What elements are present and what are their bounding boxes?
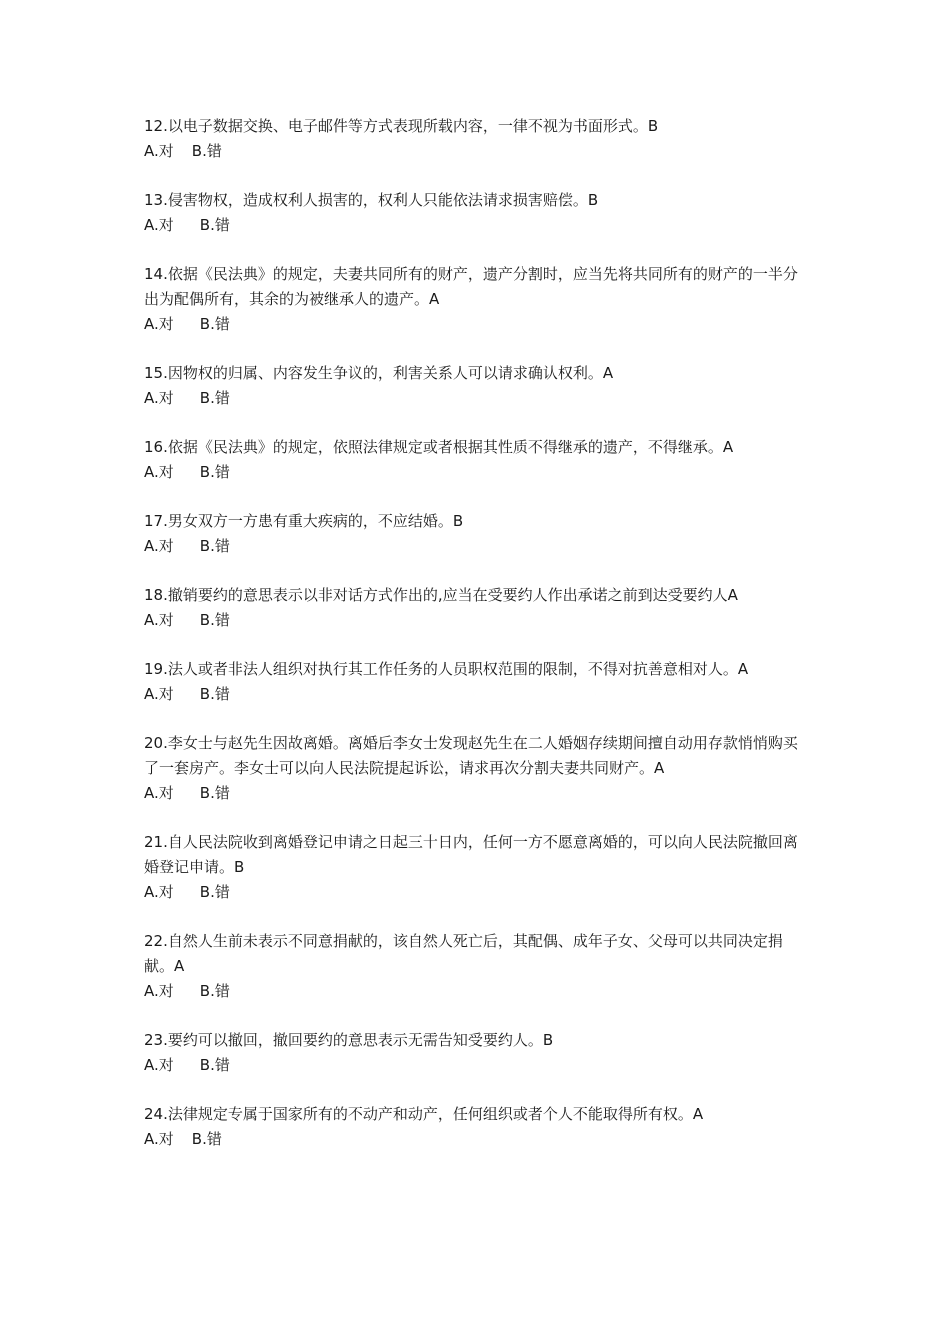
question-text: 15.因物权的归属、内容发生争议的，利害关系人可以请求确认权利。A [144,364,614,382]
question-19 [144,657,810,707]
question-16 [144,435,810,485]
option-b: B.错 [199,611,230,629]
question-24 [144,1102,810,1152]
option-a: A.对 [144,216,174,234]
question-text: 19.法人或者非法人组织对执行其工作任务的人员职权范围的限制，不得对抗善意相对人。A [144,660,749,678]
question-text: 23.要约可以撤回，撤回要约的意思表示无需告知受要约人。B [144,1031,554,1049]
question-text: 20.李女士与赵先生因故离婚。离婚后李女士发现赵先生在二人婚姻存续期间擅自动用存款悄悄购买了一套房产。李女士可以向人民法院提起诉讼，请求再次分割夫妻共同财产。A [144,734,798,777]
question-15 [144,361,810,411]
question-text: 24.法律规定专属于国家所有的不动产和动产，任何组织或者个人不能取得所有权。A [144,1105,704,1123]
question-text: 14.依据《民法典》的规定，夫妻共同所有的财产，遗产分割时，应当先将共同所有的财产的一半分出为配偶所有，其余的为被继承人的遗产。A [144,265,798,308]
question-text: 21.自人民法院收到离婚登记申请之日起三十日内，任何一方不愿意离婚的，可以向人民法院撤回离婚登记申请。B [144,833,798,876]
question-options [144,139,810,164]
option-a: A.对 [144,142,174,160]
question-text: 18.撤销要约的意思表示以非对话方式作出的,应当在受要约人作出承诺之前到达受要约人A [144,586,738,604]
question-21 [144,830,810,905]
question-text: 17.男女双方一方患有重大疾病的，不应结婚。B [144,512,464,530]
question-options [144,1053,810,1078]
option-b: B.错 [199,537,230,555]
option-a: A.对 [144,315,174,333]
question-23 [144,1028,810,1078]
question-14 [144,262,810,337]
question-13 [144,188,810,238]
option-b: B.错 [199,685,230,703]
option-a: A.对 [144,463,174,481]
option-b: B.错 [199,315,230,333]
option-b: B.错 [191,1130,222,1148]
question-options [144,534,810,559]
option-b: B.错 [199,463,230,481]
question-text: 13.侵害物权，造成权利人损害的，权利人只能依法请求损害赔偿。B [144,191,599,209]
question-options [144,608,810,633]
question-options [144,781,810,806]
option-a: A.对 [144,982,174,1000]
question-18 [144,583,810,633]
option-b: B.错 [199,1056,230,1074]
option-b: B.错 [199,982,230,1000]
question-17 [144,509,810,559]
option-b: B.错 [199,216,230,234]
option-a: A.对 [144,883,174,901]
option-b: B.错 [199,389,230,407]
question-text: 22.自然人生前未表示不同意捐献的，该自然人死亡后，其配偶、成年子女、父母可以共同决定捐献。A [144,932,783,975]
option-a: A.对 [144,1056,174,1074]
question-list [144,114,810,1176]
option-b: B.错 [199,784,230,802]
option-a: A.对 [144,784,174,802]
option-a: A.对 [144,611,174,629]
option-a: A.对 [144,685,174,703]
question-options [144,386,810,411]
question-options [144,460,810,485]
question-options [144,880,810,905]
question-12 [144,114,810,164]
question-options [144,312,810,337]
option-a: A.对 [144,537,174,555]
option-b: B.错 [199,883,230,901]
option-a: A.对 [144,1130,174,1148]
option-a: A.对 [144,389,174,407]
question-text: 12.以电子数据交换、电子邮件等方式表现所载内容，一律不视为书面形式。B [144,117,659,135]
question-options [144,213,810,238]
question-options [144,682,810,707]
question-options [144,1127,810,1152]
question-22 [144,929,810,1004]
question-options [144,979,810,1004]
question-text: 16.依据《民法典》的规定，依照法律规定或者根据其性质不得继承的遗产，不得继承。A [144,438,734,456]
question-20 [144,731,810,806]
option-b: B.错 [191,142,222,160]
